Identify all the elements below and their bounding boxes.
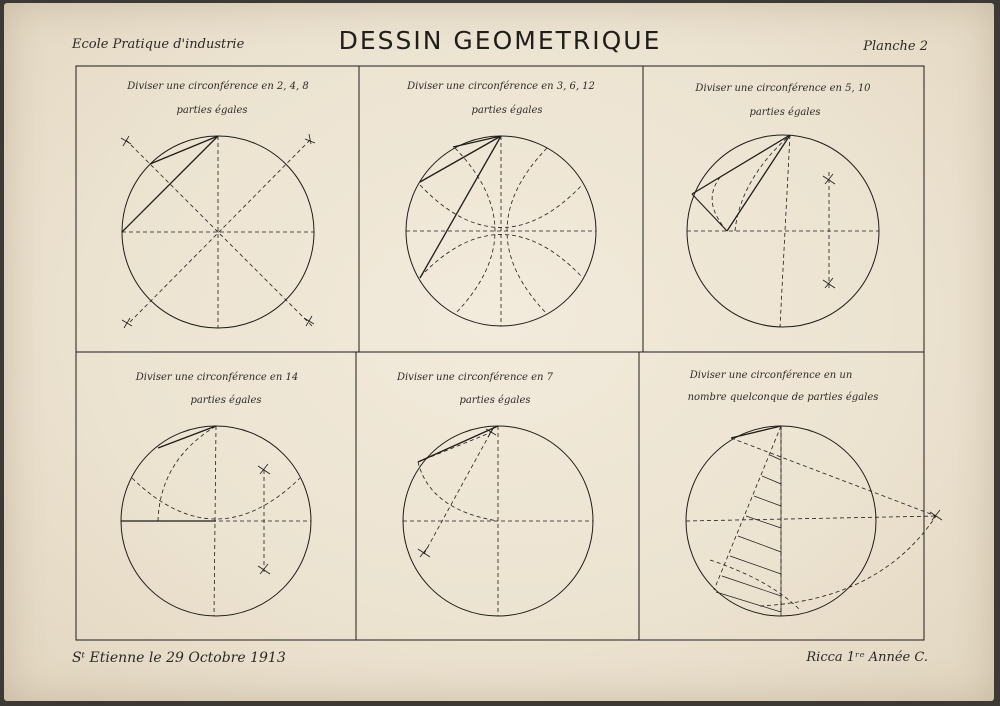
caption-2-line1: Diviser une circonférence en 3, 6, 12 <box>407 81 595 92</box>
caption-1-line2: parties égales <box>176 105 248 116</box>
caption-1-line1: Diviser une circonférence en 2, 4, 8 <box>127 81 309 92</box>
caption-3-line2: parties égales <box>749 107 821 118</box>
caption-4-line2: parties égales <box>190 395 262 406</box>
caption-6-line1: Diviser une circonférence en un <box>689 370 853 381</box>
figure-divide-14 <box>121 426 311 616</box>
caption-3-line1: Diviser une circonférence en 5, 10 <box>695 83 871 94</box>
figure-divide-5-10 <box>687 135 879 327</box>
figure-divide-2-4-8 <box>121 134 315 328</box>
caption-5-line2: parties égales <box>459 395 531 406</box>
figure-divide-any <box>686 426 942 616</box>
figure-divide-3-6-12 <box>406 136 596 326</box>
plate-number: Planche 2 <box>863 39 928 54</box>
student-name: Ricca 1ʳᵉ Année C. <box>806 650 928 665</box>
caption-2-line2: parties égales <box>471 105 543 116</box>
frame-border <box>76 66 924 640</box>
figure-divide-7 <box>403 426 593 616</box>
signature-date: Sᵗ Etienne le 29 Octobre 1913 <box>72 650 286 666</box>
caption-4-line1: Diviser une circonférence en 14 <box>135 372 299 383</box>
caption-5-line1: Diviser une circonférence en 7 <box>396 372 554 383</box>
sheet-title: DESSIN GEOMETRIQUE <box>338 26 662 55</box>
caption-6-line2: nombre quelconque de parties égales <box>687 392 879 403</box>
school-name: Ecole Pratique d'industrie <box>72 37 245 52</box>
